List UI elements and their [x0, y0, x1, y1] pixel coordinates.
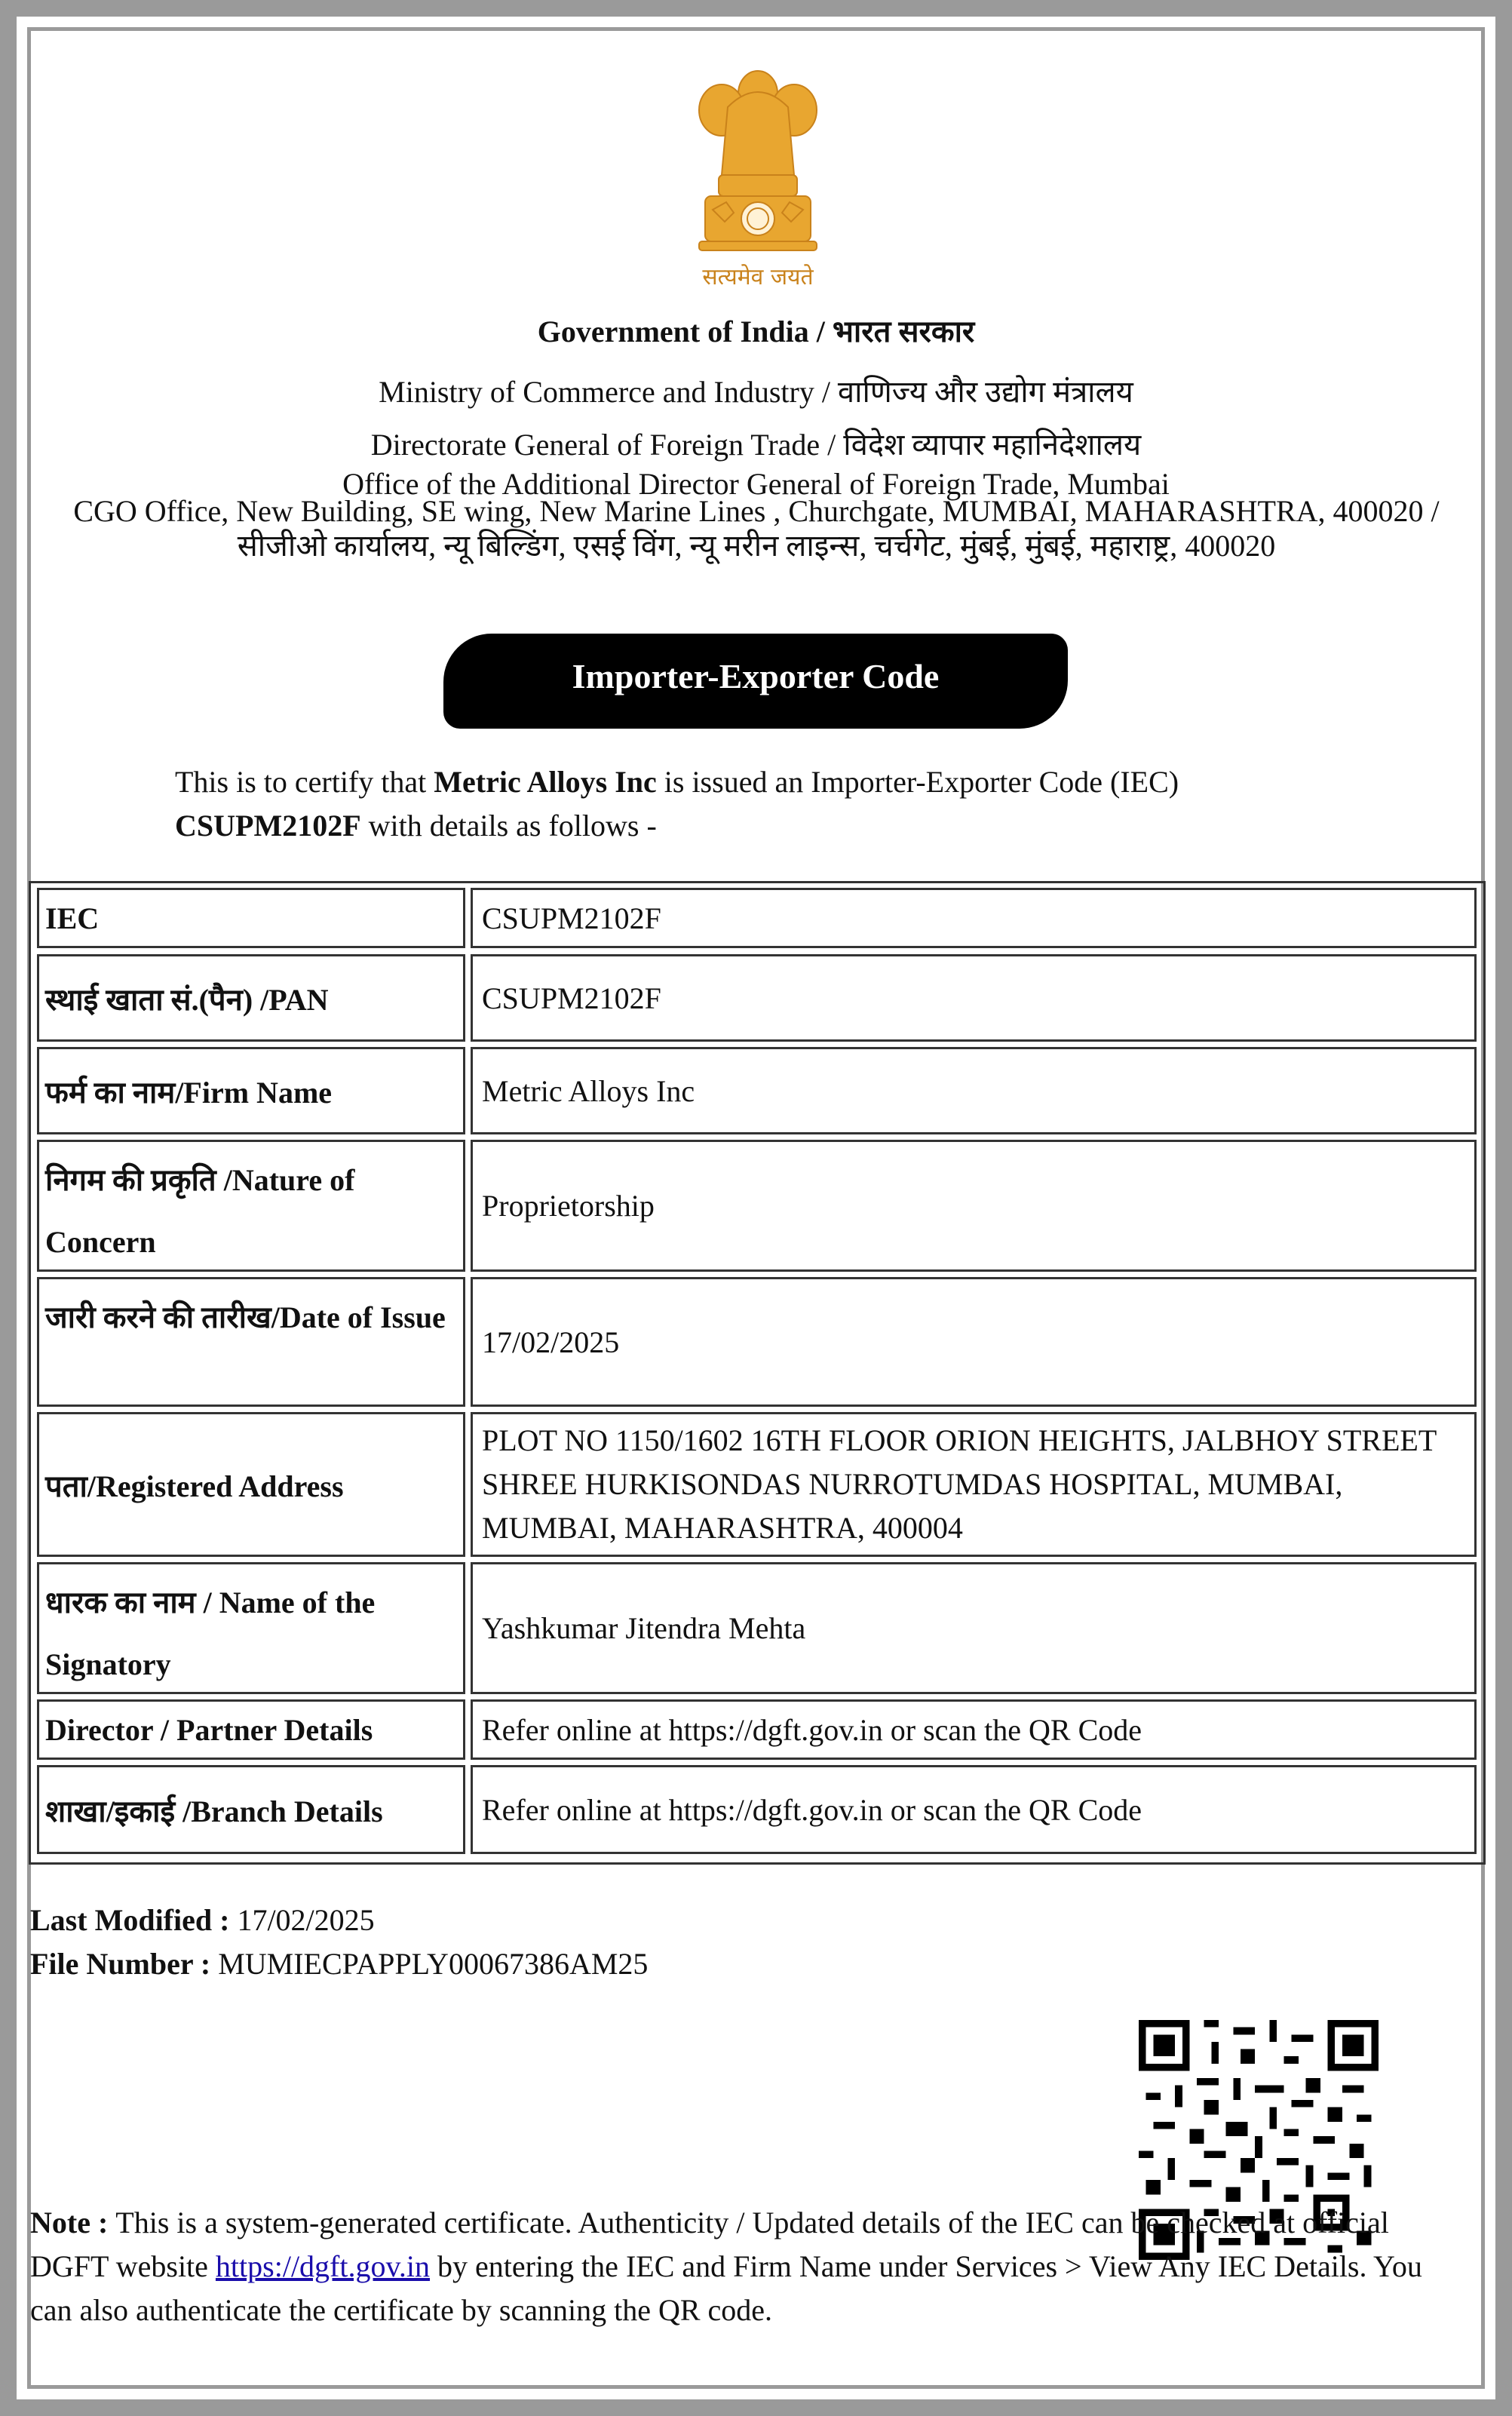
note-text-1: This is a system-generated certificate. Authenticity / Updated details of the IEC can be checked at official DGFT website	[30, 2206, 1389, 2283]
label-date-of-issue: जारी करने की तारीख/Date of Issue	[37, 1277, 465, 1407]
last-modified-value: 17/02/2025	[237, 1903, 375, 1937]
dgft-website-link[interactable]: https://dgft.gov.in	[215, 2249, 431, 2283]
label-branch-details: शाखा/इकाई /Branch Details	[37, 1765, 465, 1854]
cert-suffix: with details as follows -	[360, 809, 657, 843]
cert-iec: CSUPM2102F	[175, 809, 361, 843]
label-signatory: धारक का नाम / Name of the Signatory	[37, 1562, 465, 1694]
label-director-details: Director / Partner Details	[37, 1699, 465, 1760]
cert-prefix: This is to certify that	[175, 765, 434, 799]
label-nature-of-concern: निगम की प्रकृति /Nature of Concern	[37, 1140, 465, 1272]
ministry-title: Ministry of Commerce and Industry / वाणिज्य और उद्योग मंत्रालय	[379, 375, 1133, 409]
note-label: Note :	[30, 2206, 116, 2239]
label-iec: IEC	[37, 888, 465, 948]
note-text-2: by entering the IEC and Firm Name under Services > View Any IEC Details. You can also authenticate the certificate by scanning the QR code.	[30, 2249, 1422, 2327]
office-title: Office of the Additional Director General of Foreign Trade, Mumbai	[342, 467, 1170, 501]
value-iec: CSUPM2102F	[471, 888, 1477, 948]
value-nature-of-concern: Proprietorship	[471, 1140, 1477, 1272]
label-firm-name: फर्म का नाम/Firm Name	[37, 1047, 465, 1134]
last-modified	[30, 1902, 375, 1938]
government-title: Government of India / भारत सरकार	[537, 315, 975, 348]
value-date-of-issue: 17/02/2025	[471, 1277, 1477, 1407]
file-number	[30, 1946, 648, 1982]
certification-statement	[175, 760, 1351, 848]
directorate-title: Directorate General of Foreign Trade / विदेश व्यापार महानिदेशालय	[370, 428, 1142, 462]
cert-middle: is issued an Importer-Exporter Code (IEC)	[656, 765, 1179, 799]
value-pan: CSUPM2102F	[471, 954, 1477, 1042]
cert-firm: Metric Alloys Inc	[434, 765, 657, 799]
label-registered-address: पता/Registered Address	[37, 1412, 465, 1557]
banner-title: Importer-Exporter Code	[572, 657, 940, 695]
note-paragraph	[30, 2201, 1463, 2332]
office-address: CGO Office, New Building, SE wing, New Marine Lines , Churchgate, MUMBAI, MAHARASHTRA, 400020 / सीजीओ कार्यालय, न्यू बिल्डिंग, एसई विंग, न्यू मरीन लाइन्स, चर्चगेट, मुंबई, मुंबई, महाराष्ट्र, 400020	[73, 494, 1440, 563]
last-modified-label: Last Modified :	[30, 1903, 238, 1937]
value-signatory: Yashkumar Jitendra Mehta	[471, 1562, 1477, 1694]
value-registered-address: PLOT NO 1150/1602 16TH FLOOR ORION HEIGHTS, JALBHOY STREET SHREE HURKISONDAS NURROTUMDAS HOSPITAL, MUMBAI, MUMBAI, MAHARASHTRA, 400004	[471, 1412, 1477, 1557]
value-director-details: Refer online at https://dgft.gov.in or scan the QR Code	[471, 1699, 1477, 1760]
file-number-label: File Number :	[30, 1947, 219, 1981]
motto-text: सत्यमेव जयते	[702, 264, 814, 290]
value-branch-details: Refer online at https://dgft.gov.in or scan the QR Code	[471, 1765, 1477, 1854]
national-emblem	[682, 62, 833, 296]
value-firm-name: Metric Alloys Inc	[471, 1047, 1477, 1134]
file-number-value: MUMIECPAPPLY00067386AM25	[218, 1947, 649, 1981]
label-pan: स्थाई खाता सं.(पैन) /PAN	[37, 954, 465, 1042]
